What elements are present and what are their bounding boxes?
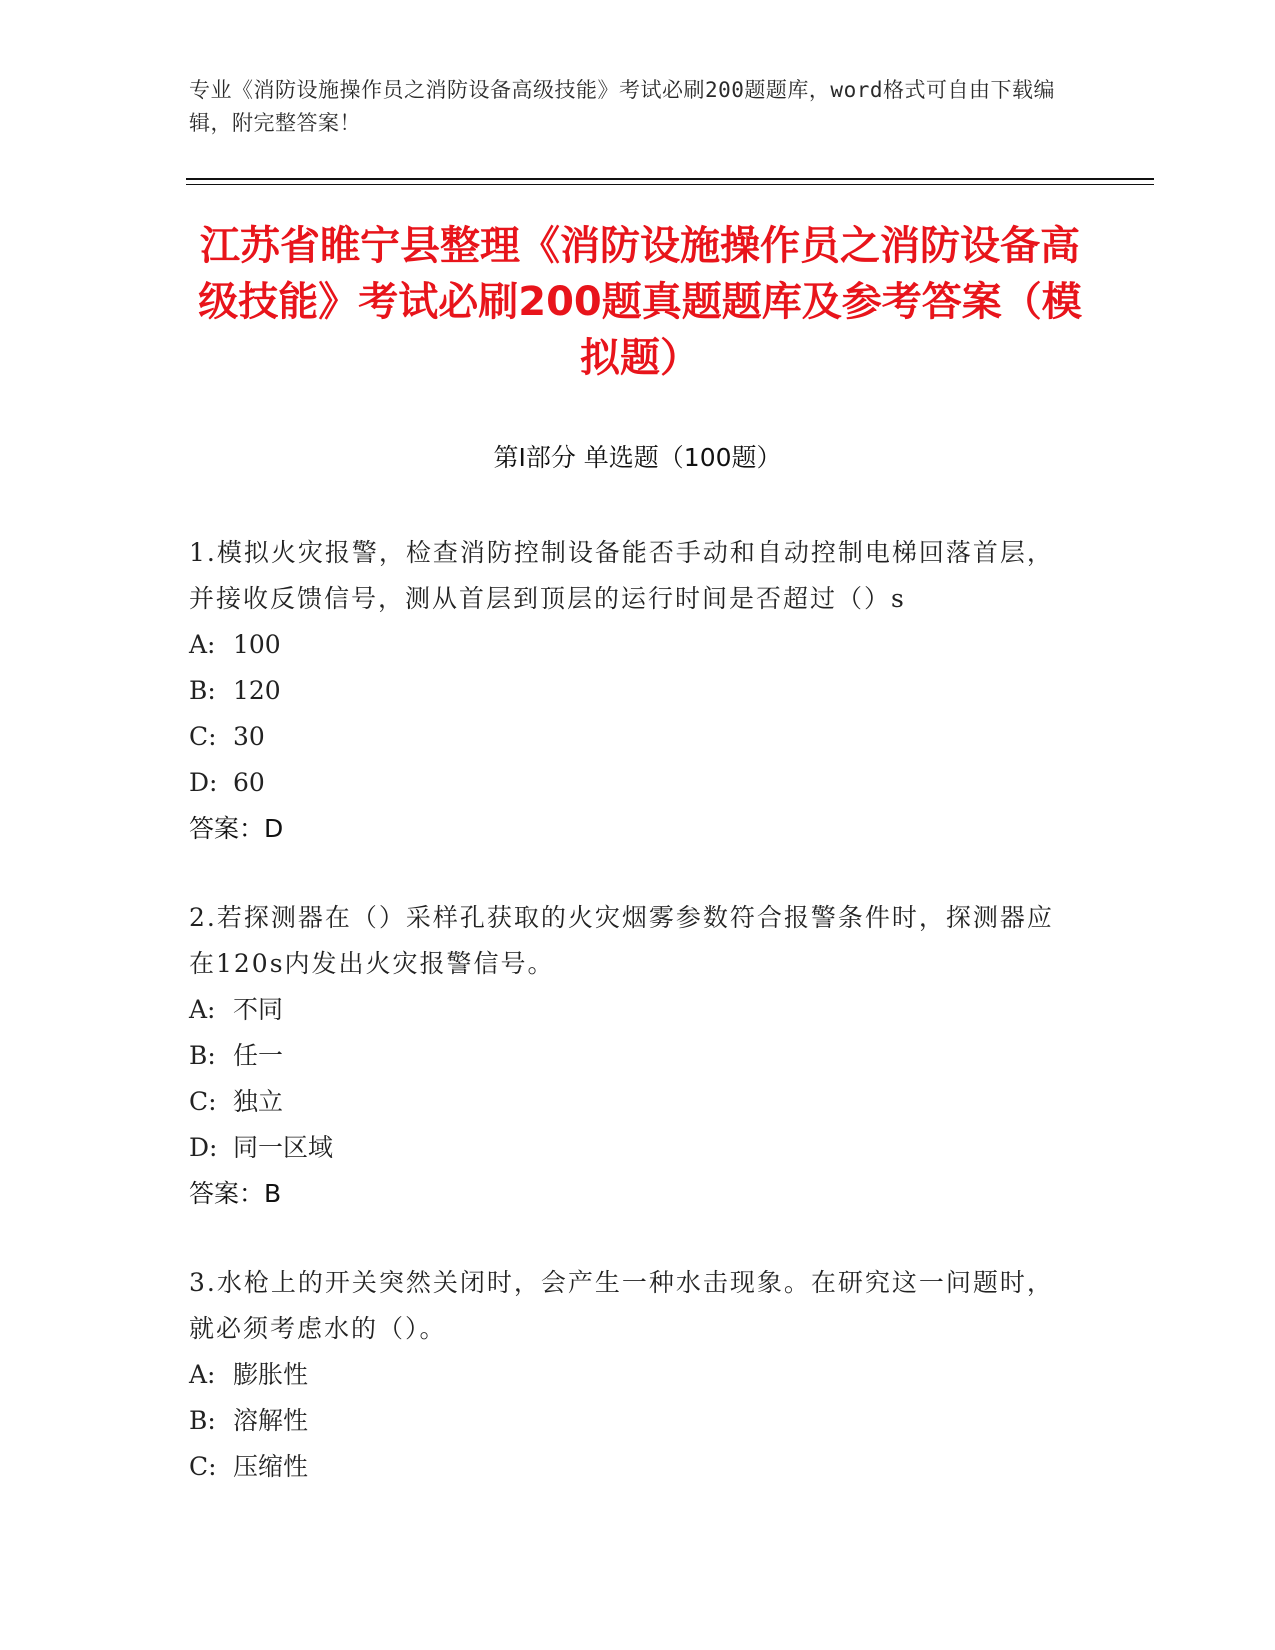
option-text: 60	[233, 768, 265, 797]
question-stem: 3.水枪上的开关突然关闭时，会产生一种水击现象。在研究这一问题时，就必须考虑水的（）。	[189, 1268, 1054, 1343]
option-letter: D:	[189, 768, 218, 797]
option-letter: B:	[189, 1041, 216, 1070]
option-a	[189, 622, 1069, 668]
option-letter: B:	[189, 1406, 216, 1435]
option-a	[189, 1352, 1069, 1398]
option-text: 溶解性	[233, 1406, 309, 1435]
option-b	[189, 1398, 1069, 1444]
question-stem: 1.模拟火灾报警，检查消防控制设备能否手动和自动控制电梯回落首层，并接收反馈信号，测从首层到顶层的运行时间是否超过（）s	[189, 538, 1054, 613]
option-text: 膨胀性	[233, 1360, 309, 1389]
option-letter: B:	[189, 676, 216, 705]
answer-line: 答案：D	[189, 814, 284, 843]
option-letter: C:	[189, 722, 217, 751]
option-text: 不同	[233, 995, 284, 1024]
question-list	[189, 530, 1069, 1533]
option-letter: D:	[189, 1133, 218, 1162]
option-text: 同一区域	[233, 1133, 334, 1162]
option-text: 120	[233, 676, 281, 705]
option-b	[189, 1033, 1069, 1079]
question-stem: 2.若探测器在（）采样孔获取的火灾烟雾参数符合报警条件时，探测器应在120s内发出火灾报警信号。	[189, 903, 1054, 978]
option-letter: A:	[189, 1360, 216, 1389]
section-heading: 第I部分 单选题（100题）	[493, 443, 782, 472]
option-d	[189, 1125, 1069, 1171]
option-letter: A:	[189, 630, 216, 659]
header-note: 专业《消防设施操作员之消防设备高级技能》考试必刷200题题库，word格式可自由下载编辑，附完整答案！	[189, 78, 1055, 135]
header-rule-thick	[186, 178, 1154, 180]
option-a	[189, 987, 1069, 1033]
option-letter: A:	[189, 995, 216, 1024]
option-c	[189, 714, 1069, 760]
option-letter: C:	[189, 1452, 217, 1481]
option-text: 100	[233, 630, 281, 659]
option-text: 30	[233, 722, 265, 751]
option-text: 任一	[233, 1041, 284, 1070]
option-text: 压缩性	[233, 1452, 309, 1481]
question-item	[189, 895, 1069, 1217]
question-item	[189, 1260, 1069, 1490]
option-text: 独立	[233, 1087, 284, 1116]
question-item	[189, 530, 1069, 852]
option-letter: C:	[189, 1087, 217, 1116]
option-c	[189, 1079, 1069, 1125]
document-title: 江苏省睢宁县整理《消防设施操作员之消防设备高级技能》考试必刷200题真题题库及参考答案（模拟题）	[198, 223, 1082, 381]
option-b	[189, 668, 1069, 714]
option-d	[189, 760, 1069, 806]
answer-line: 答案：B	[189, 1179, 282, 1208]
option-c	[189, 1444, 1069, 1490]
header-rule-thin	[186, 184, 1154, 185]
